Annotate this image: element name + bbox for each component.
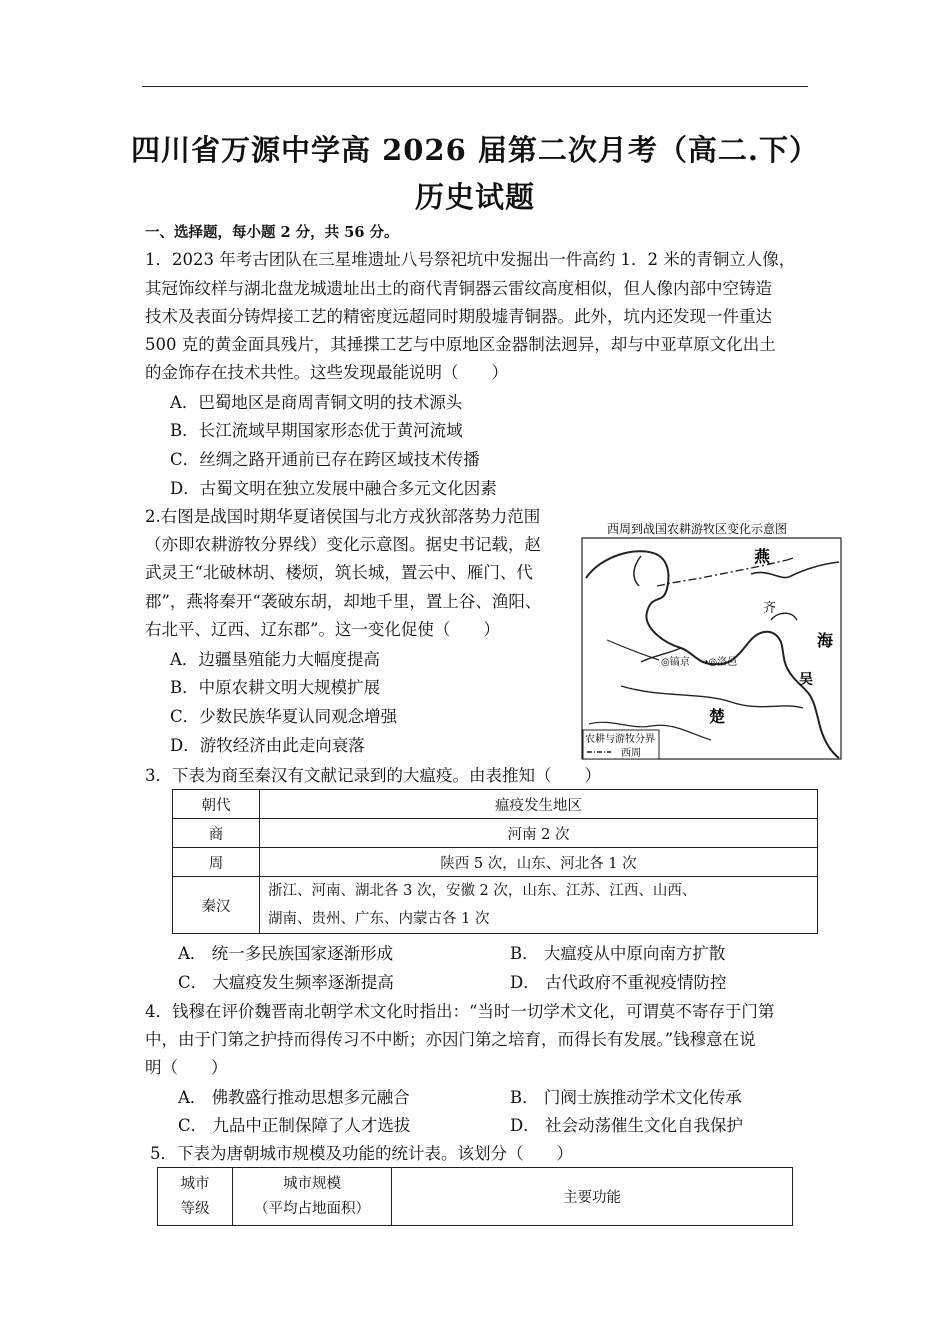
q5-table bbox=[157, 1167, 793, 1226]
q3-qinhan-line: 浙江、河南、湖北各 3 次，安徽 2 次，山东、江苏、江西、山西、 bbox=[268, 883, 697, 899]
q3-header-region: 瘟疫发生地区 bbox=[260, 790, 818, 819]
q3-option-d: D． 古代政府不重视疫情防控 bbox=[510, 973, 727, 992]
q3-cell: 商 bbox=[173, 819, 260, 848]
q4-stem-line: 明（ ） bbox=[145, 1058, 228, 1077]
exam-subtitle: 历史试题 bbox=[414, 180, 535, 214]
section-heading: 一、选择题，每小题 2 分，共 56 分。 bbox=[145, 224, 399, 241]
q5-header-function: 主要功能 bbox=[392, 1168, 793, 1226]
table-row bbox=[173, 790, 818, 819]
q1-stem-line: 的金饰存在技术共性。这些发现最能说明（ ） bbox=[145, 363, 508, 382]
q5-stem: 5．下表为唐朝城市规模及功能的统计表。该划分（ ） bbox=[150, 1144, 573, 1163]
q3-cell: 周 bbox=[173, 848, 260, 877]
q4-option-a: A． 佛教盛行推动思想多元融合 bbox=[178, 1088, 410, 1107]
q2-stem-line: 2.右图是战国时期华夏诸侯国与北方戎狄部落势力范围 bbox=[145, 507, 541, 526]
q4-option-b: B． 门阀士族推动学术文化传承 bbox=[510, 1088, 742, 1107]
q2-stem-line: （亦即农耕游牧分界线）变化示意图。据史书记载，赵 bbox=[145, 535, 541, 554]
label-haojing: ◎镐京 bbox=[661, 657, 690, 668]
yellow-river bbox=[586, 551, 717, 664]
q1-stem-line: 500 克的黄金面具残片，其捶揲工艺与中原地区金器制法迥异，却与中亚草原文化出土 bbox=[145, 335, 776, 354]
q1-stem-line: 技术及表面分铸焊接工艺的精密度远超同时期殷墟青铜器。此外，坑内还发现一件重达 bbox=[145, 307, 772, 326]
q4-stem-line: 4．钱穆在评价魏晋南北朝学术文化时指出：“当时一切学术文化，可谓莫不寄存于门第 bbox=[145, 1002, 775, 1021]
q3-option-a: A． 统一多民族国家逐渐形成 bbox=[178, 944, 394, 963]
q3-option-b: B． 大瘟疫从中原向南方扩散 bbox=[510, 944, 726, 963]
label-luoyi: →◎洛邑 bbox=[700, 657, 738, 668]
q5-header-text: 城市规模 bbox=[283, 1175, 341, 1192]
table-row bbox=[173, 848, 818, 877]
q4-option-c: C． 九品中正制保障了人才选拔 bbox=[178, 1116, 411, 1135]
q2-option-c: C．少数民族华夏认同观念增强 bbox=[170, 707, 398, 726]
q3-cell: 陕西 5 次，山东、河北各 1 次 bbox=[260, 848, 818, 877]
table-row bbox=[158, 1168, 793, 1226]
q5-header-text: 城市 bbox=[180, 1175, 210, 1192]
header-rule bbox=[142, 86, 808, 87]
map-title: 西周到战国农耕游牧区变化示意图 bbox=[607, 522, 788, 536]
q3-table bbox=[172, 789, 818, 934]
q3-qinhan-line: 湖南、贵州、广东、内蒙古各 1 次 bbox=[268, 911, 490, 927]
coastline bbox=[717, 632, 839, 758]
q2-option-a: A．边疆垦殖能力大幅度提高 bbox=[170, 650, 380, 669]
table-row bbox=[173, 819, 818, 848]
label-hai: 海 bbox=[817, 631, 834, 650]
q3-cell: 秦汉 bbox=[173, 877, 260, 934]
q1-option-b: B．长江流域早期国家形态优于黄河流域 bbox=[170, 421, 463, 440]
label-wu: 吴 bbox=[799, 672, 813, 688]
q1-stem-line: 其冠饰纹样与湖北盘龙城遗址出土的商代青铜器云雷纹高度相似，但人像内部中空铸造 bbox=[145, 279, 772, 298]
q1-stem-line: 1．2023 年考古团队在三星堆遗址八号祭祀坑中发掘出一件高约 1．2 米的青铜立人像， bbox=[145, 250, 796, 269]
table-row bbox=[173, 877, 818, 934]
q5-header-level bbox=[158, 1168, 233, 1226]
q2-option-d: D．游牧经济由此走向衰落 bbox=[170, 736, 365, 755]
q3-option-c: C． 大瘟疫发生频率逐渐提高 bbox=[178, 973, 394, 992]
q2-stem-line: 右北平、辽西、辽东郡”。这一变化促使（ ） bbox=[145, 620, 500, 639]
q5-header-text: （平均占地面积） bbox=[254, 1200, 370, 1217]
q5-header-text: 等级 bbox=[180, 1200, 210, 1217]
q3-header-dynasty: 朝代 bbox=[173, 790, 260, 819]
q3-cell: 河南 2 次 bbox=[260, 819, 818, 848]
q1-option-c: C．丝绸之路开通前已存在跨区域技术传播 bbox=[170, 450, 480, 469]
label-chu: 楚 bbox=[709, 707, 726, 726]
legend-xizhou: 西周 bbox=[621, 748, 641, 759]
q3-cell-multiline bbox=[260, 877, 818, 934]
label-qi: 齐 bbox=[763, 601, 777, 616]
q5-header-scale bbox=[233, 1168, 392, 1226]
q2-option-b: B．中原农耕文明大规模扩展 bbox=[170, 678, 381, 697]
q2-stem-line: 武灵王“北破林胡、楼烦，筑长城，置云中、雁门、代 bbox=[145, 563, 533, 582]
q4-stem-line: 中，由于门第之护持而得传习不中断；亦因门第之培育，而得长有发展。”钱穆意在说 bbox=[145, 1030, 756, 1049]
legend-boundary: 农耕与游牧分界 bbox=[585, 734, 655, 745]
q1-option-d: D．古蜀文明在独立发展中融合多元文化因素 bbox=[170, 479, 497, 498]
label-yan: 燕 bbox=[754, 547, 771, 566]
q3-stem: 3．下表为商至秦汉有文献记录到的大瘟疫。由表推知（ ） bbox=[145, 766, 601, 785]
warring-states-map bbox=[581, 516, 843, 760]
q2-stem-line: 郡”，燕将秦开“袭破东胡，却地千里，置上谷、渔阳、 bbox=[145, 592, 542, 611]
exam-title: 四川省万源中学高 2026 届第二次月考（高二.下） bbox=[130, 133, 819, 167]
q1-option-a: A．巴蜀地区是商周青铜文明的技术源头 bbox=[170, 393, 463, 412]
q4-option-d: D． 社会动荡催生文化自我保护 bbox=[510, 1116, 743, 1135]
